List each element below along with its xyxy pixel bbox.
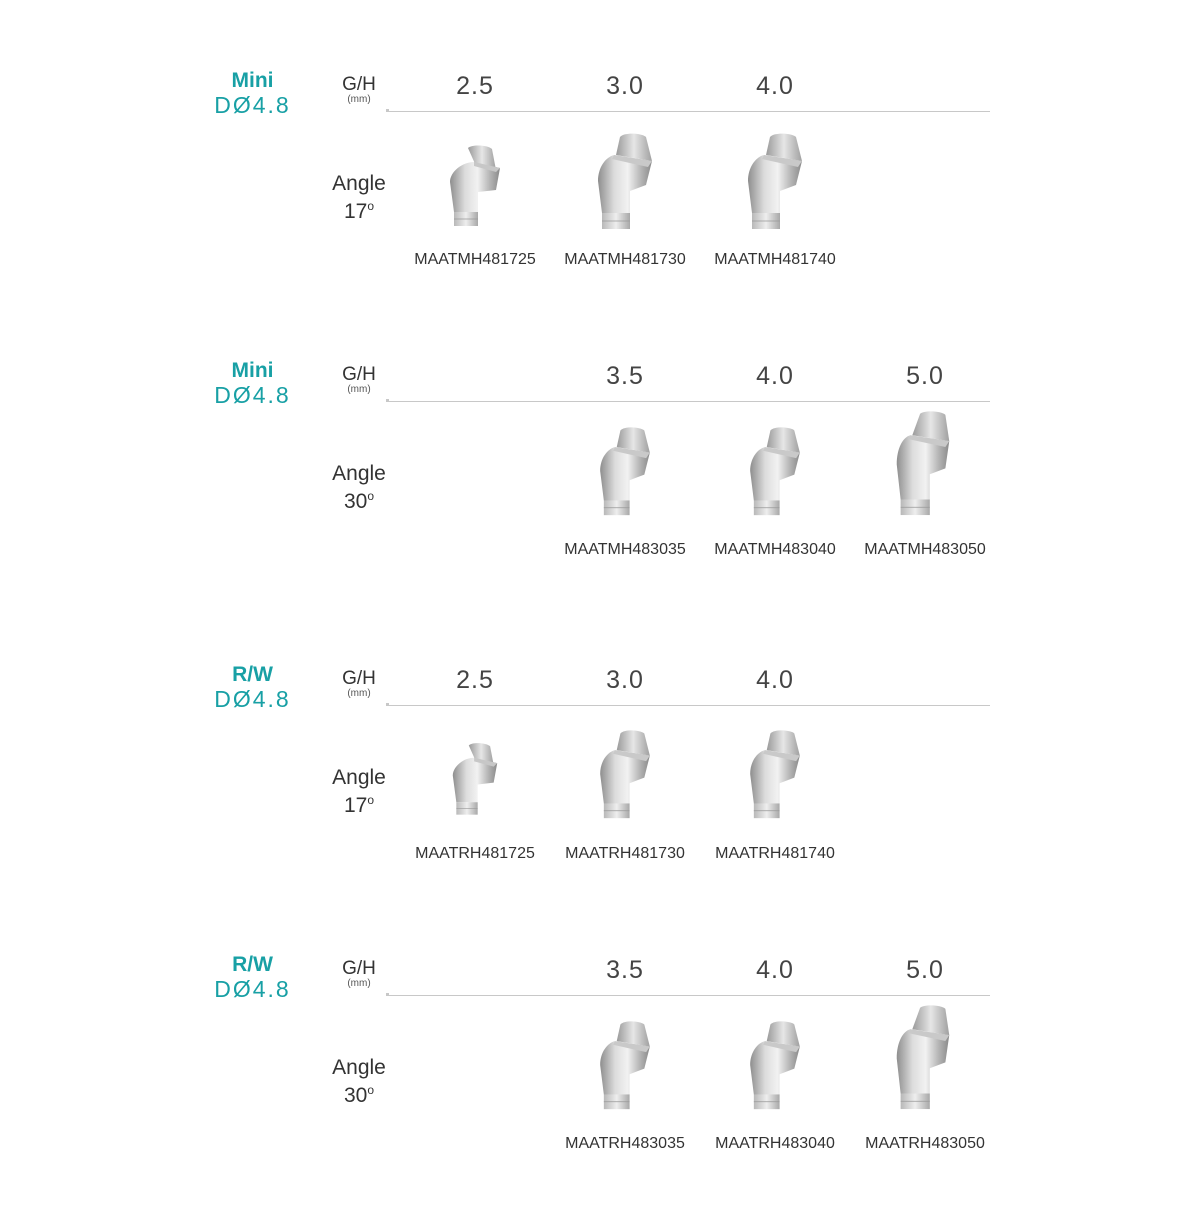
product-section-1 xyxy=(0,60,1200,300)
gh-value-col2: 3.0 xyxy=(606,72,644,100)
divider-line xyxy=(388,401,990,402)
angle-label: Angle xyxy=(332,462,386,485)
gh-value-col3: 4.0 xyxy=(756,666,794,694)
angled-abutment-icon xyxy=(740,728,810,820)
diameter-label: DØ4.8 xyxy=(214,686,291,712)
gh-label: G/H xyxy=(342,668,376,689)
series-label: R/W xyxy=(232,953,273,976)
gh-value-col2: 3.5 xyxy=(606,956,644,984)
product-section-3 xyxy=(0,654,1200,894)
gh-value-col1: 2.5 xyxy=(456,72,494,100)
product-code: MAATRH481730 xyxy=(565,845,685,862)
product-section-4 xyxy=(0,944,1200,1184)
angle-value: 30$^o$ xyxy=(343,489,375,513)
gh-value-col3: 4.0 xyxy=(756,362,794,390)
diameter-label: DØ4.8 xyxy=(214,92,291,118)
gh-value-col3: 4.0 xyxy=(756,956,794,984)
angle-value: 17$^o$ xyxy=(343,793,375,817)
divider-line xyxy=(388,705,990,706)
gh-unit: (mm) xyxy=(347,384,371,395)
angle-label: Angle xyxy=(332,1056,386,1079)
diameter-label: DØ4.8 xyxy=(214,976,291,1002)
gh-unit: (mm) xyxy=(347,688,371,699)
product-code: MAATMH481730 xyxy=(564,251,686,268)
series-label: Mini xyxy=(231,69,274,92)
gh-unit: (mm) xyxy=(347,978,371,989)
gh-label: G/H xyxy=(342,364,376,385)
product-code: MAATMH483040 xyxy=(714,541,836,558)
series-label: R/W xyxy=(232,663,273,686)
product-code: MAATMH483050 xyxy=(864,541,986,558)
product-code: MAATRH481740 xyxy=(715,845,835,862)
angled-abutment-icon xyxy=(740,425,810,517)
gh-value-col2: 3.0 xyxy=(606,666,644,694)
gh-label: G/H xyxy=(342,74,376,95)
product-code: MAATRH483040 xyxy=(715,1135,835,1152)
gh-value-col3: 4.0 xyxy=(756,72,794,100)
angle-value: 30$^o$ xyxy=(343,1083,375,1107)
product-code: MAATRH483050 xyxy=(865,1135,985,1152)
product-section-2 xyxy=(0,350,1200,590)
gh-value-col4: 5.0 xyxy=(906,956,944,984)
angle-value: 17$^o$ xyxy=(343,199,375,223)
angle-label: Angle xyxy=(332,766,386,789)
angled-abutment-icon xyxy=(740,130,810,232)
gh-value-col2: 3.5 xyxy=(606,362,644,390)
product-code: MAATRH481725 xyxy=(415,845,535,862)
angled-abutment-icon xyxy=(590,130,660,232)
gh-value-col4: 5.0 xyxy=(906,362,944,390)
angled-abutment-icon xyxy=(590,728,660,820)
diameter-label: DØ4.8 xyxy=(214,382,291,408)
product-code: MAATRH483035 xyxy=(565,1135,685,1152)
angle-label: Angle xyxy=(332,172,386,195)
angled-abutment-icon xyxy=(440,142,510,232)
angled-abutment-icon xyxy=(888,410,958,517)
divider-line xyxy=(388,995,990,996)
angled-abutment-icon xyxy=(440,740,510,820)
gh-unit: (mm) xyxy=(347,94,371,105)
gh-value-col1: 2.5 xyxy=(456,666,494,694)
angled-abutment-icon xyxy=(590,1019,660,1111)
product-code: MAATMH481725 xyxy=(414,251,536,268)
angled-abutment-icon xyxy=(740,1019,810,1111)
product-code: MAATMH481740 xyxy=(714,251,836,268)
angled-abutment-icon xyxy=(590,425,660,517)
gh-label: G/H xyxy=(342,958,376,979)
divider-line xyxy=(388,111,990,112)
angled-abutment-icon xyxy=(888,1004,958,1111)
series-label: Mini xyxy=(231,359,274,382)
product-code: MAATMH483035 xyxy=(564,541,686,558)
